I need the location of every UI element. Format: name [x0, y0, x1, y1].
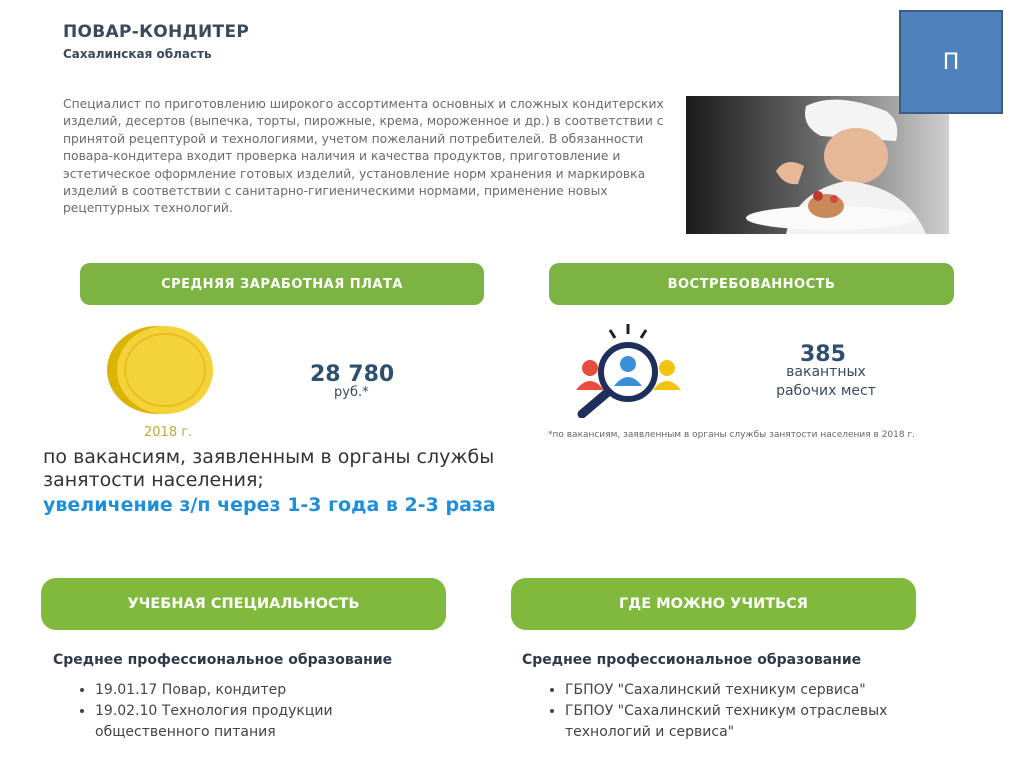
people-search-icon	[570, 322, 690, 418]
overlay-highlight: увеличение з/п через 1-3 года в 2-3 раза	[43, 494, 496, 516]
vacancies-label-2: рабочих мест	[776, 383, 876, 399]
coin-icon	[105, 324, 215, 416]
list-item: • ГБПОУ "Сахалинский техникум сервиса"	[565, 680, 915, 701]
specialty-header: УЧЕБНАЯ СПЕЦИАЛЬНОСТЬ	[41, 578, 446, 630]
list-item: • ГБПОУ "Сахалинский техникум отраслевых технологий и сервиса"	[565, 701, 915, 743]
specialty-subheading: Среднее профессиональное образование	[53, 652, 393, 668]
chef-photo	[686, 96, 949, 234]
specialty-list	[75, 680, 395, 743]
salary-unit: руб.*	[334, 385, 369, 400]
where-header: ГДЕ МОЖНО УЧИТЬСЯ	[511, 578, 916, 630]
where-list	[545, 680, 915, 743]
page-title: ПОВАР-КОНДИТЕР	[63, 22, 250, 42]
footnote: *по вакансиям, заявленным в органы службы занятости населения в 2018 г.	[548, 430, 916, 440]
list-item: • 19.01.17 Повар, кондитер	[95, 680, 395, 701]
salary-value: 28 780	[310, 362, 395, 387]
vacancies-label-1: вакантных	[786, 364, 866, 380]
list-item: • 19.02.10 Технология продукции общественного питания	[95, 701, 395, 743]
demand-header: ВОСТРЕБОВАННОСТЬ	[549, 263, 954, 305]
where-subheading: Среднее профессиональное образование	[522, 652, 862, 668]
region-label: Сахалинская область	[63, 47, 212, 61]
vacancies-value: 385	[800, 342, 846, 367]
overlay-text: по вакансиям, заявленным в органы службы занятости населения;	[43, 446, 495, 491]
profession-description: Специалист по приготовлению широкого ассортимента основных и сложных кондитерских изделий, десертов (выпечка, торты, пирожные, крема, мороженное и др.) в соответствии с принятой рецептурой и технологиями, учетом пожеланий потребителей. В обязанности повара-кондитера входит проверка наличия и качества продуктов, приготовление и эстетическое оформление готовых изделий, установление норм хранения и маркировка изделий в соответствии с санитарно-гигиеническими нормами, применение новых рецептурных технологий.	[63, 97, 664, 216]
salary-header: СРЕДНЯЯ ЗАРАБОТНАЯ ПЛАТА	[80, 263, 484, 305]
slide-placeholder-box: П	[899, 10, 1003, 114]
salary-year: 2018 г.	[144, 425, 193, 440]
